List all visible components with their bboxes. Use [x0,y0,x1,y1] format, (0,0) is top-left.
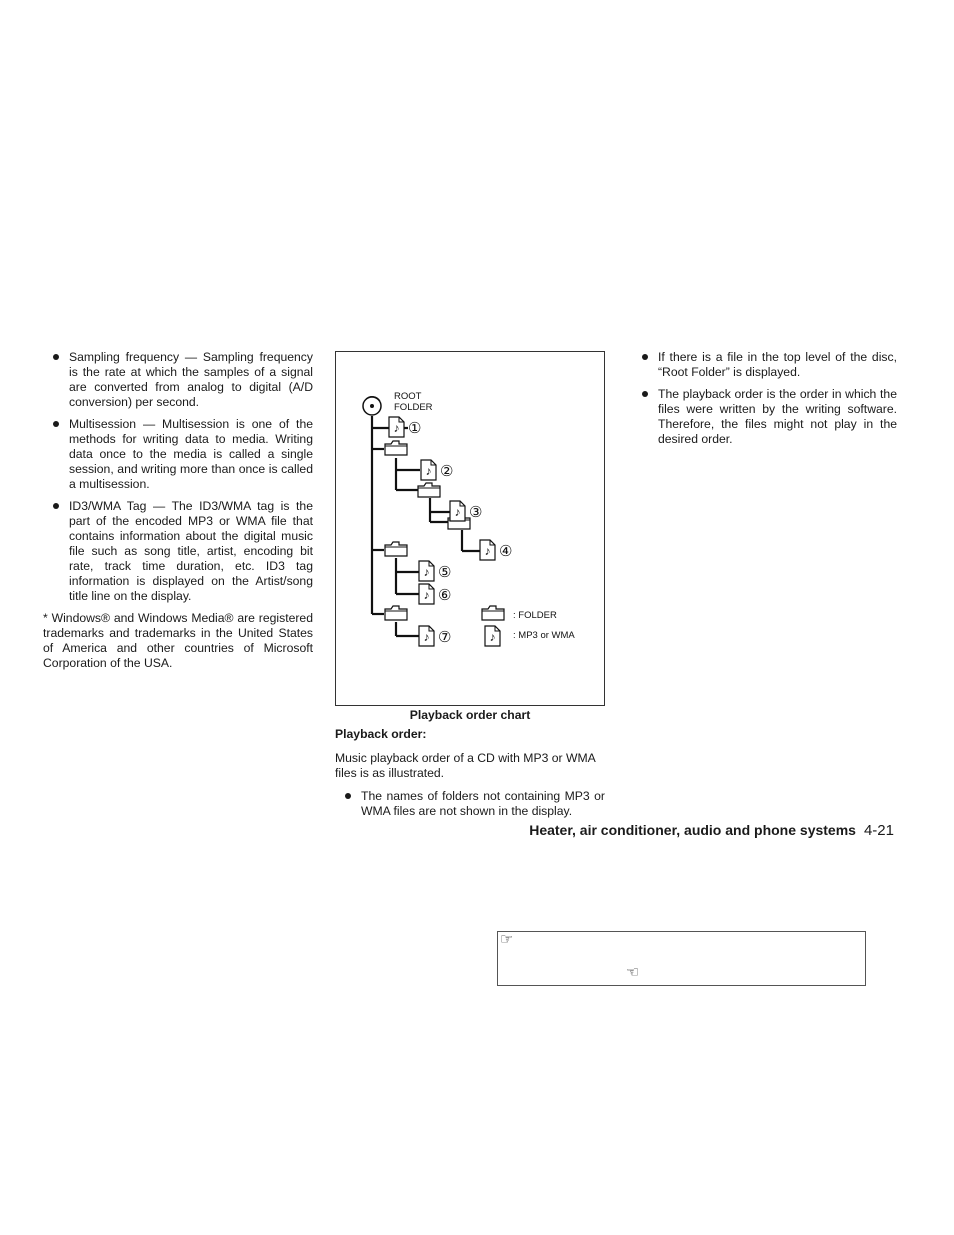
track-number-5: ⑤ [438,564,452,581]
music-file-icon [389,417,404,437]
left-column [43,350,313,671]
folder-tree-diagram: ♪ ROOT FOLDER ① ② ③ ④ ⑤ ⑥ ⑦ : FOLDER : MP3 or WMA [340,356,575,646]
bullet-id3-wma-tag: ID3/WMA Tag — The ID3/WMA tag is the part of the encoded MP3 or WMA file that contains information about the digital music file such as song title, artist, encoding bit rate, track time duration, etc. ID3 tag information is displayed on the Artist/song title line on the display. [43,499,313,604]
bullet-dot-icon [53,421,59,427]
music-file-icon [450,501,465,521]
legend-file-icon [485,626,500,646]
section-title: Heater, air conditioner, audio and phone systems [529,822,856,838]
bullet-dot-icon [345,793,351,799]
bullet-playback-order: The playback order is the order in which the files were written by the writing software. Therefore, the files might not play in the desired order. [632,387,897,447]
folder-icon [385,606,407,620]
trademark-note: * Windows® and Windows Media® are registered trademarks and trademarks in the United States of America and other countries of Microsoft Corporation of the USA. [43,611,313,670]
bullet-dot-icon [642,391,648,397]
root-label-1: ROOT [394,391,422,402]
pointing-hand-right-icon: ☞ [500,931,514,948]
playback-order-chart [335,351,605,706]
bullet-multisession: Multisession — Multisession is one of the methods for writing data to media. Writing data once to the media is called a single session, and writing more than once is called a multisession. [43,417,313,492]
track-number-2: ② [440,463,454,480]
folder-icon [385,542,407,556]
page-footer [529,822,894,839]
figure-caption: Playback order chart [409,708,531,722]
playback-order-paragraph: Music playback order of a CD with MP3 or WMA files is as illustrated. [335,751,596,780]
folder-icon [418,483,440,497]
music-file-icon [419,626,434,646]
music-file-icon [419,561,434,581]
music-file-icon [421,460,436,480]
bullet-root-folder: If there is a file in the top level of the disc, “Root Folder” is displayed. [632,350,897,380]
music-file-icon [419,584,434,604]
cd-disc-icon [363,397,381,415]
bullet-sampling-frequency: Sampling frequency — Sampling frequency is the rate at which the samples of a signal are converted from analog to digital (A/D conversion) per second. [43,350,313,410]
bullet-folder-names: The names of folders not containing MP3 or WMA files are not shown in the display. [335,789,605,819]
page-number: 4-21 [863,822,894,839]
reference-box [497,931,866,986]
bullet-dot-icon [53,503,59,509]
legend-folder-label: : FOLDER [513,610,557,621]
track-number-3: ③ [469,504,483,521]
track-number-1: ① [408,420,422,437]
folder-icon [385,441,407,455]
right-column [632,350,897,454]
track-number-4: ④ [499,543,513,560]
bullet-dot-icon [53,354,59,360]
bullet-dot-icon [642,354,648,360]
root-label-2: FOLDER [394,402,433,413]
middle-column [335,351,605,826]
legend-folder-icon [482,606,504,620]
pointing-hand-left-icon: ☜ [626,964,640,981]
playback-order-heading: Playback order: [335,727,427,741]
legend-file-label: : MP3 or WMA [513,630,575,641]
music-file-icon [480,540,495,560]
track-number-6: ⑥ [438,587,452,604]
track-number-7: ⑦ [438,629,452,646]
